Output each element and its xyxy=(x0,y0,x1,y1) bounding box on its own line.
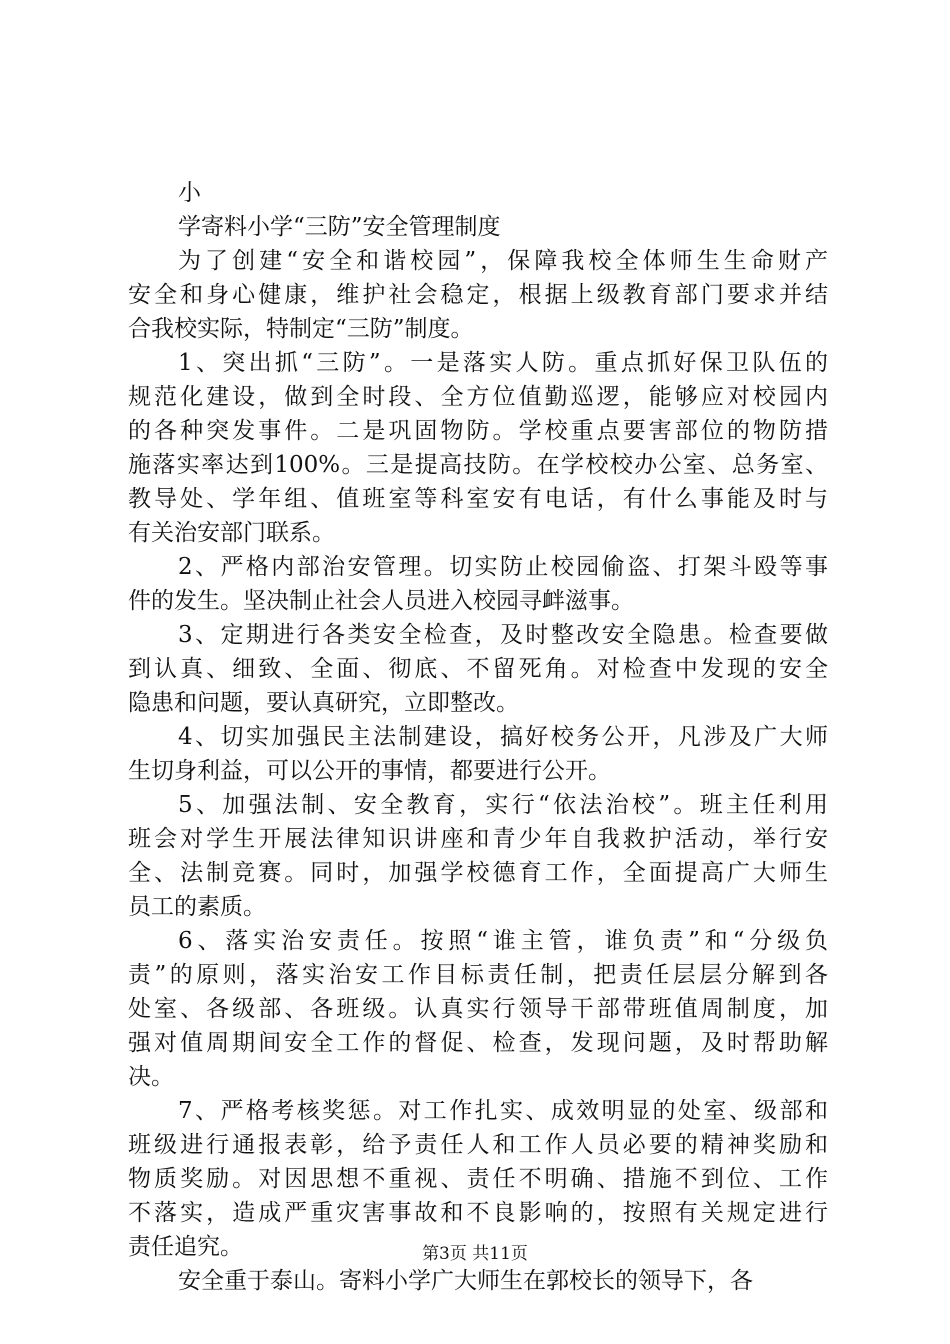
body-line: 3、定期进行各类安全检查，及时整改安全隐患。检查要做 xyxy=(178,622,828,648)
body-line: 班会对学生开展法律知识讲座和青少年自我救护活动，举行安 xyxy=(128,826,828,852)
body-line: 有关治安部门联系。 xyxy=(128,520,335,546)
body-line: 强对值周期间安全工作的督促、检查，发现问题，及时帮助解 xyxy=(128,1030,828,1056)
body-line: 处室、各级部、各班级。认真实行领导干部带班值周制度，加 xyxy=(128,996,828,1022)
body-line: 合我校实际，特制定“三防”制度。 xyxy=(128,316,474,342)
body-line: 隐患和问题，要认真研究，立即整改。 xyxy=(128,690,519,716)
body-line: 7、严格考核奖惩。对工作扎实、成效明显的处室、级部和 xyxy=(178,1098,828,1124)
body-line: 安全和身心健康，维护社会稳定，根据上级教育部门要求并结 xyxy=(128,282,828,308)
body-line: 5、加强法制、安全教育，实行“依法治校”。班主任利用 xyxy=(178,792,828,818)
body-line: 规范化建设，做到全时段、全方位值勤巡逻，能够应对校园内 xyxy=(128,384,828,410)
body-line: 为了创建“安全和谐校园”，保障我校全体师生生命财产 xyxy=(178,248,828,274)
body-line: 施落实率达到100%。三是提高技防。在学校校办公室、总务室、 xyxy=(128,452,828,478)
body-line: 责任追究。 xyxy=(128,1234,243,1260)
page-number: 第3页 共11页 xyxy=(422,1244,528,1264)
body-line: 不落实，造成严重灾害事故和不良影响的，按照有关规定进行 xyxy=(128,1200,828,1226)
body-line: 4、切实加强民主法制建设，搞好校务公开，凡涉及广大师 xyxy=(178,724,828,750)
body-line: 决。 xyxy=(128,1064,174,1090)
body-line: 2、严格内部治安管理。切实防止校园偷盗、打架斗殴等事 xyxy=(178,554,828,580)
body-line: 6、落实治安责任。按照“谁主管，谁负责”和“分级负 xyxy=(178,928,828,954)
body-line: 责”的原则，落实治安工作目标责任制，把责任层层分解到各 xyxy=(128,962,828,988)
body-line: 1、突出抓“三防”。一是落实人防。重点抓好保卫队伍的 xyxy=(178,350,828,376)
document-title: 学寄料小学“三防”安全管理制度 xyxy=(178,214,501,240)
body-line: 件的发生。坚决制止社会人员进入校园寻衅滋事。 xyxy=(128,588,634,614)
body-line: 班级进行通报表彰，给予责任人和工作人员必要的精神奖励和 xyxy=(128,1132,828,1158)
body-line: 教导处、学年组、值班室等科室安有电话，有什么事能及时与 xyxy=(128,486,828,512)
body-line: 安全重于泰山。寄料小学广大师生在郭校长的领导下，各 xyxy=(178,1268,753,1294)
body-line: 到认真、细致、全面、彻底、不留死角。对检查中发现的安全 xyxy=(128,656,828,682)
body-line: 的各种突发事件。二是巩固物防。学校重点要害部位的物防措 xyxy=(128,418,828,444)
body-line: 生切身利益，可以公开的事情，都要进行公开。 xyxy=(128,758,611,784)
body-line: 全、法制竞赛。同时，加强学校德育工作，全面提高广大师生 xyxy=(128,860,828,886)
body-line: 员工的素质。 xyxy=(128,894,266,920)
header-char: 小 xyxy=(178,180,201,206)
body-line: 物质奖励。对因思想不重视、责任不明确、措施不到位、工作 xyxy=(128,1166,828,1192)
